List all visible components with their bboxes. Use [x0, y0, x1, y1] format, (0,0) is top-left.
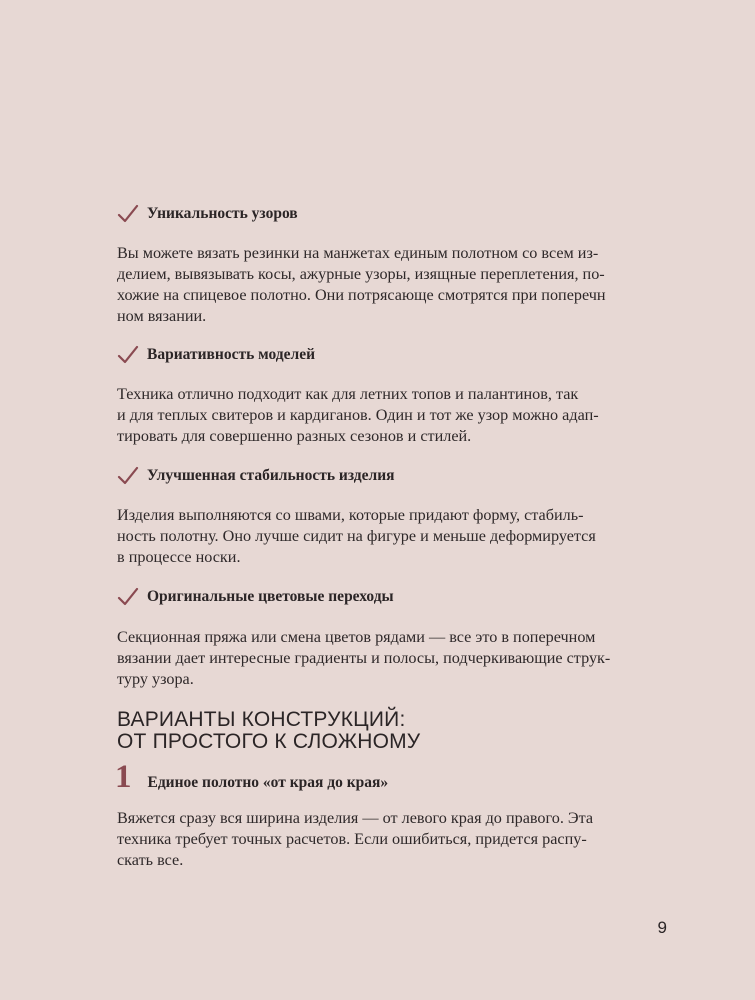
feature-heading-variety	[117, 344, 315, 366]
feature-title: Вариативность моделей	[147, 346, 316, 363]
checkmark-icon	[117, 466, 139, 486]
text-line: в процессе носки.	[117, 548, 241, 566]
text-line: скать все.	[117, 851, 184, 869]
checkmark-icon	[117, 204, 139, 224]
text-line: ном вязании.	[117, 307, 207, 325]
text-line: техника требует точных расчетов. Если ошибиться, придется распу-	[117, 830, 587, 848]
checkmark-icon	[117, 587, 139, 607]
feature-heading-stability	[117, 465, 395, 487]
text-line: Изделия выполняются со швами, которые придают форму, стабиль-	[117, 506, 584, 524]
feature-heading-patterns	[117, 203, 298, 225]
feature-title: Улучшенная стабильность изделия	[147, 467, 395, 484]
feature-paragraph-stability	[117, 505, 617, 568]
item-title: Единое полотно «от края до края»	[147, 774, 389, 791]
text-line: туру узора.	[117, 670, 194, 688]
section-heading-line: ОТ ПРОСТОГО К СЛОЖНОМУ	[117, 730, 421, 753]
text-line: тировать для совершенно разных сезонов и стилей.	[117, 427, 472, 445]
text-line: Вы можете вязать резинки на манжетах единым полотном со всем из-	[117, 244, 599, 262]
text-line: Вяжется сразу вся ширина изделия — от левого края до правого. Эта	[117, 809, 594, 827]
feature-title: Уникальность узоров	[147, 205, 298, 222]
item-paragraph	[117, 808, 617, 871]
text-line: Техника отлично подходит как для летних топов и палантинов, так	[117, 385, 579, 403]
feature-title: Оригинальные цветовые переходы	[147, 588, 394, 605]
feature-paragraph-colors	[117, 627, 617, 690]
item-number: 1	[115, 759, 132, 795]
section-heading	[117, 709, 420, 753]
text-line: делием, вывязывать косы, ажурные узоры, изящные переплетения, по-	[117, 265, 605, 283]
feature-heading-colors	[117, 586, 394, 608]
text-line: Секционная пряжа или смена цветов рядами — все это в поперечном	[117, 628, 596, 646]
numbered-item-heading	[115, 760, 388, 794]
section-heading-line: ВАРИАНТЫ КОНСТРУКЦИЙ:	[117, 708, 406, 731]
checkmark-icon	[117, 345, 139, 365]
text-line: хожие на спицевое полотно. Они потрясающе смотрятся при поперечн	[117, 286, 606, 304]
text-line: вязании дает интересные градиенты и полосы, подчеркивающие струк-	[117, 649, 611, 667]
text-line: ность полотну. Оно лучше сидит на фигуре и меньше деформируется	[117, 527, 596, 545]
feature-paragraph-variety	[117, 384, 617, 447]
page-number: 9	[657, 918, 667, 937]
text-line: и для теплых свитеров и кардиганов. Один и тот же узор можно адап-	[117, 406, 599, 424]
feature-paragraph-patterns	[117, 243, 617, 327]
